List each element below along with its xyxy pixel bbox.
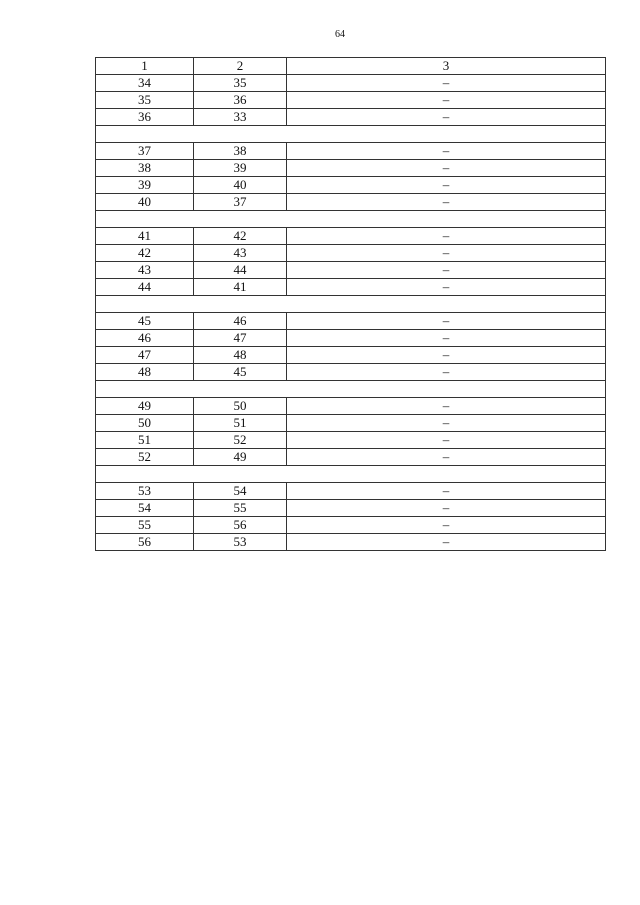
- table-cell: –: [287, 398, 606, 415]
- table-row: [96, 245, 606, 262]
- table-row: [96, 92, 606, 109]
- table-cell: –: [287, 500, 606, 517]
- data-table: [95, 57, 606, 551]
- table-row: [96, 483, 606, 500]
- table-cell: 50: [96, 415, 194, 432]
- table-row: [96, 347, 606, 364]
- group-separator-row: [96, 211, 606, 228]
- table-cell: –: [287, 313, 606, 330]
- table-cell: –: [287, 449, 606, 466]
- table-cell: –: [287, 194, 606, 211]
- table-cell: 50: [194, 398, 287, 415]
- table-row: [96, 398, 606, 415]
- table-row: [96, 109, 606, 126]
- table-cell: 40: [96, 194, 194, 211]
- table-row: [96, 415, 606, 432]
- table-cell: –: [287, 177, 606, 194]
- table-cell: 56: [194, 517, 287, 534]
- table-cell: 35: [194, 75, 287, 92]
- table-cell: 47: [96, 347, 194, 364]
- table-cell: 39: [194, 160, 287, 177]
- table-cell: 49: [96, 398, 194, 415]
- table-cell: 46: [96, 330, 194, 347]
- table-row: [96, 534, 606, 551]
- table-cell: 41: [194, 279, 287, 296]
- separator-cell: [96, 211, 606, 228]
- table-cell: 36: [96, 109, 194, 126]
- table-cell: 54: [96, 500, 194, 517]
- table-body: [96, 58, 606, 551]
- table-cell: 44: [96, 279, 194, 296]
- table-cell: 53: [96, 483, 194, 500]
- table-cell: –: [287, 109, 606, 126]
- table-cell: 35: [96, 92, 194, 109]
- table-row: [96, 228, 606, 245]
- table-cell: 39: [96, 177, 194, 194]
- table-cell: 49: [194, 449, 287, 466]
- table-cell: –: [287, 534, 606, 551]
- separator-cell: [96, 466, 606, 483]
- table-cell: 36: [194, 92, 287, 109]
- table-cell: 44: [194, 262, 287, 279]
- table-row: [96, 194, 606, 211]
- table-row: [96, 177, 606, 194]
- table-cell: –: [287, 262, 606, 279]
- table-cell: 37: [96, 143, 194, 160]
- table-cell: –: [287, 330, 606, 347]
- table-cell: 42: [96, 245, 194, 262]
- table-cell: 47: [194, 330, 287, 347]
- table-row: [96, 262, 606, 279]
- column-header: 3: [287, 58, 606, 75]
- group-separator-row: [96, 381, 606, 398]
- table-row: [96, 364, 606, 381]
- table-row: [96, 143, 606, 160]
- table-cell: –: [287, 279, 606, 296]
- separator-cell: [96, 381, 606, 398]
- table-cell: 45: [96, 313, 194, 330]
- group-separator-row: [96, 126, 606, 143]
- data-table-container: [95, 57, 605, 551]
- table-cell: 42: [194, 228, 287, 245]
- table-cell: –: [287, 245, 606, 262]
- table-cell: 51: [194, 415, 287, 432]
- table-cell: 56: [96, 534, 194, 551]
- table-cell: 40: [194, 177, 287, 194]
- table-cell: 45: [194, 364, 287, 381]
- table-cell: –: [287, 92, 606, 109]
- table-cell: –: [287, 228, 606, 245]
- table-cell: –: [287, 415, 606, 432]
- table-row: [96, 160, 606, 177]
- table-cell: 55: [194, 500, 287, 517]
- table-cell: 34: [96, 75, 194, 92]
- table-cell: –: [287, 75, 606, 92]
- table-cell: –: [287, 160, 606, 177]
- table-cell: –: [287, 517, 606, 534]
- table-cell: 51: [96, 432, 194, 449]
- table-row: [96, 313, 606, 330]
- table-cell: –: [287, 143, 606, 160]
- table-row: [96, 500, 606, 517]
- table-row: [96, 517, 606, 534]
- separator-cell: [96, 126, 606, 143]
- table-cell: 46: [194, 313, 287, 330]
- table-cell: 52: [96, 449, 194, 466]
- table-cell: 48: [96, 364, 194, 381]
- page-number: 64: [335, 29, 345, 40]
- table-cell: 54: [194, 483, 287, 500]
- table-header-row: [96, 58, 606, 75]
- table-cell: 37: [194, 194, 287, 211]
- separator-cell: [96, 296, 606, 313]
- table-cell: 38: [194, 143, 287, 160]
- group-separator-row: [96, 296, 606, 313]
- table-cell: 41: [96, 228, 194, 245]
- table-cell: 38: [96, 160, 194, 177]
- column-header: 1: [96, 58, 194, 75]
- table-cell: 48: [194, 347, 287, 364]
- table-cell: –: [287, 347, 606, 364]
- table-row: [96, 449, 606, 466]
- table-cell: 43: [194, 245, 287, 262]
- column-header: 2: [194, 58, 287, 75]
- table-cell: –: [287, 483, 606, 500]
- table-row: [96, 279, 606, 296]
- group-separator-row: [96, 466, 606, 483]
- table-row: [96, 432, 606, 449]
- table-cell: 43: [96, 262, 194, 279]
- table-cell: 33: [194, 109, 287, 126]
- table-cell: 52: [194, 432, 287, 449]
- table-cell: –: [287, 432, 606, 449]
- table-cell: –: [287, 364, 606, 381]
- table-cell: 53: [194, 534, 287, 551]
- table-row: [96, 330, 606, 347]
- table-row: [96, 75, 606, 92]
- table-cell: 55: [96, 517, 194, 534]
